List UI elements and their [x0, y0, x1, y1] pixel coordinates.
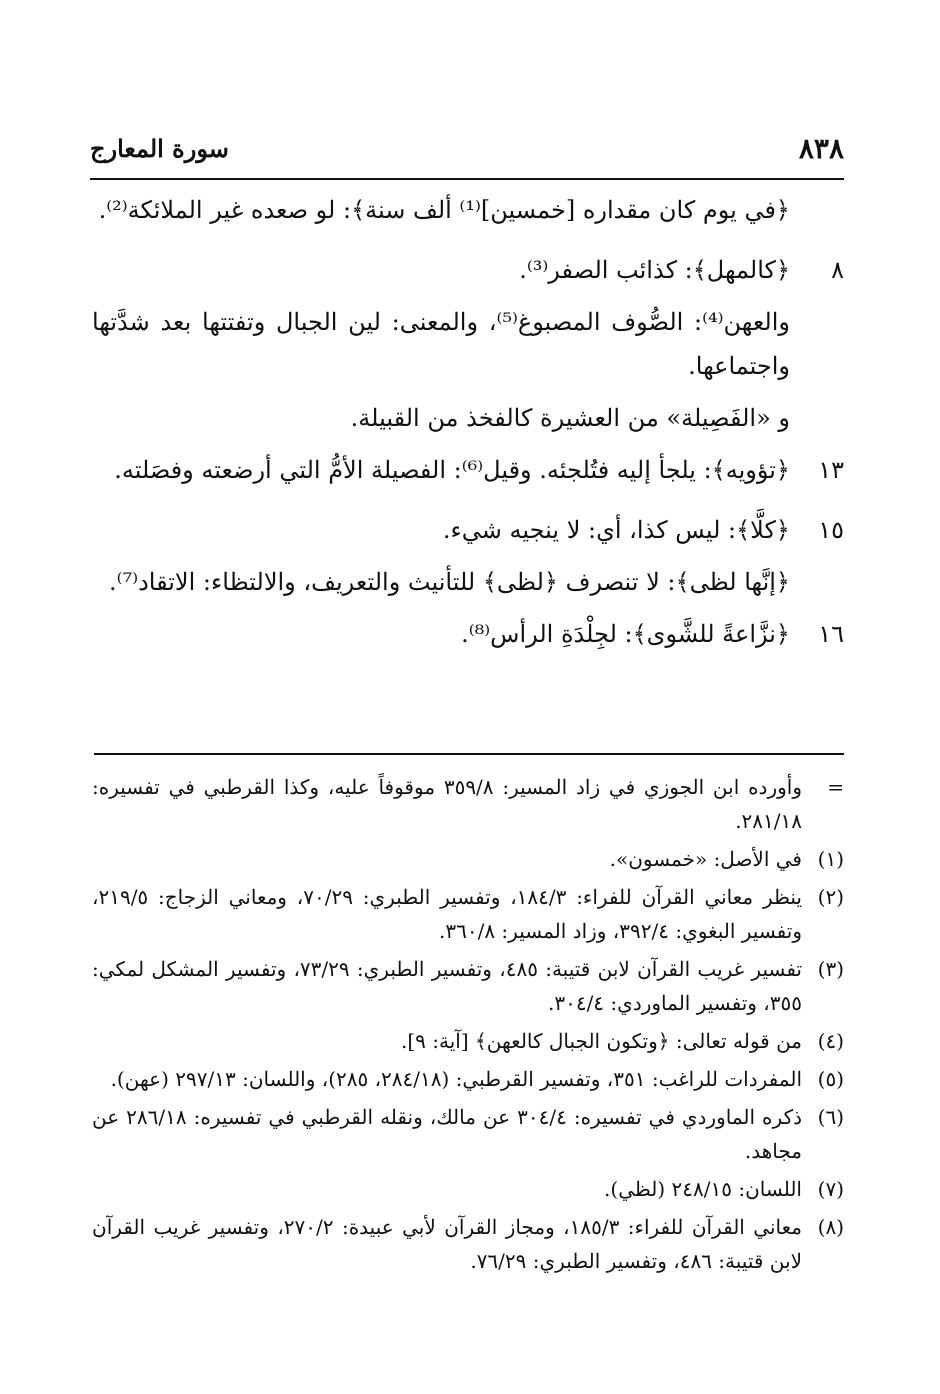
footnote	[92, 1172, 844, 1206]
commentary-entry	[92, 612, 844, 656]
page-header	[90, 132, 844, 172]
footnote-mark: =	[827, 775, 844, 799]
entry-text: ﴿إنَّها لظى﴾: لا تنصرف ﴿لظى﴾ للتأنيث والتعريف، والالتظاء: الاتقاد⁽⁷⁾.	[109, 568, 790, 596]
commentary-entry	[92, 508, 844, 552]
footnote	[92, 1100, 844, 1168]
footnote	[92, 842, 844, 876]
entry-text: ﴿تؤويه﴾: يلجأ إليه فتُلجئه. وقيل⁽⁶⁾: الفصيلة الأمُّ التي أرضعته وفصَلته.	[114, 456, 790, 484]
verse-number: ١٣	[818, 456, 844, 484]
commentary-entry	[92, 248, 844, 292]
footnote-text: وأورده ابن الجوزي في زاد المسير: ٣٥٩/٨ موقوفاً عليه، وكذا القرطبي في تفسيره: ٢٨١/١٨.	[92, 775, 802, 833]
footnote-mark: (٢)	[817, 885, 844, 909]
commentary-entry	[92, 396, 844, 440]
footnote-mark: (١)	[817, 847, 844, 871]
footnote-text: تفسير غريب القرآن لابن قتيبة: ٤٨٥، وتفسير الطبري: ٧٣/٢٩، وتفسير المشكل لمكي: ٣٥٥، وتفسير الماوردي: ٣٠٤/٤.	[92, 957, 802, 1015]
footnote-text: ينظر معاني القرآن للفراء: ١٨٤/٣، وتفسير الطبري: ٧٠/٢٩، ومعاني الزجاج: ٢١٩/٥، وتفسير البغوي: ٣٩٢/٤، وزاد المسير: ٣٦٠/٨.	[92, 885, 802, 943]
footnote-mark: (٤)	[817, 1029, 844, 1053]
header-rule	[90, 178, 844, 180]
footnote	[92, 952, 844, 1020]
entry-text: ﴿كلَّا﴾: ليس كذا، أي: لا ينجيه شيء.	[442, 516, 790, 544]
entry-text: ﴿كالمهل﴾: كذائب الصفر⁽³⁾.	[519, 256, 790, 284]
footnote-text: المفردات للراغب: ٣٥١، وتفسير القرطبي: (٢٨٤/١٨، ٢٨٥)، واللسان: ٢٩٧/١٣ (عهن).	[110, 1067, 802, 1091]
footnote	[92, 880, 844, 948]
footnote	[92, 1024, 844, 1058]
footnote-text: ذكره الماوردي في تفسيره: ٣٠٤/٤ عن مالك، ونقله القرطبي في تفسيره: ٢٨٦/١٨ عن مجاهد.	[92, 1105, 802, 1163]
entry-text: ﴿في يوم كان مقداره [خمسين]⁽¹⁾ ألف سنة﴾: لو صعده غير الملائكة⁽²⁾.	[98, 196, 790, 224]
verse-number: ١٥	[818, 516, 844, 544]
entry-text: و «الفَصِيلة» من العشيرة كالفخذ من القبيلة.	[350, 404, 790, 432]
footnote-mark: (٦)	[817, 1105, 844, 1129]
footnote-mark: (٧)	[817, 1177, 844, 1201]
footnote	[92, 1062, 844, 1096]
running-title: سورة المعارج	[90, 134, 229, 163]
commentary-entry	[92, 188, 844, 232]
page-number: ٨٣٨	[798, 132, 844, 165]
footnote-mark: (٨)	[817, 1215, 844, 1239]
footnote-mark: (٥)	[817, 1067, 844, 1091]
footnote	[92, 1210, 844, 1278]
verse-number: ٨	[831, 256, 844, 284]
commentary-entry	[92, 448, 844, 492]
commentary-entry	[92, 300, 844, 388]
footnotes	[92, 770, 844, 1278]
footnote-text: معاني القرآن للفراء: ١٨٥/٣، ومجاز القرآن لأبي عبيدة: ٢٧٠/٢، وتفسير غريب القرآن لابن قتيبة: ٤٨٦، وتفسير الطبري: ٧٦/٢٩.	[92, 1215, 802, 1273]
entry-text: ﴿نزَّاعةً للشَّوى﴾: لجِلْدَةِ الرأس⁽⁸⁾.	[461, 620, 790, 648]
footnote-text: من قوله تعالى: ﴿وتكون الجبال كالعهن﴾ [آية: ٩].	[400, 1029, 802, 1053]
footnote	[92, 770, 844, 838]
verse-number: ١٦	[818, 620, 844, 648]
commentary-body	[92, 188, 844, 656]
footnote-text: اللسان: ٢٤٨/١٥ (لظي).	[604, 1177, 802, 1201]
footnote-text: في الأصل: «خمسون».	[609, 847, 802, 871]
commentary-entry	[92, 560, 844, 604]
footnote-separator	[94, 753, 844, 755]
entry-text: والعهن⁽⁴⁾: الصُّوف المصبوغ⁽⁵⁾، والمعنى: لين الجبال وتفتتها بعد شدَّتها واجتماعها.	[92, 308, 790, 380]
footnote-mark: (٣)	[817, 957, 844, 981]
